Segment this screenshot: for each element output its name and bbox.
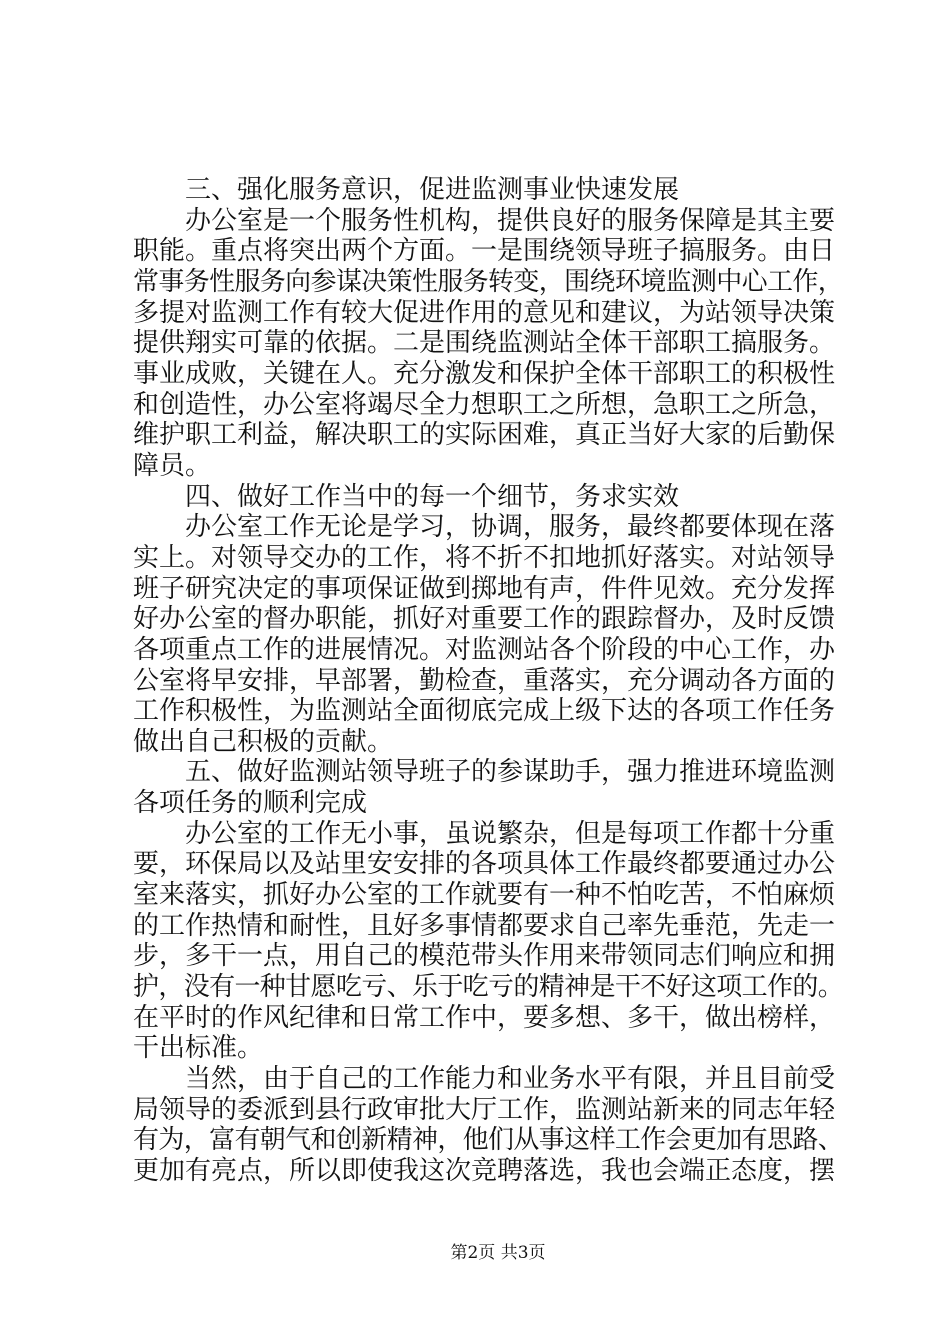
text-line: 班子研究决定的事项保证做到掷地有声，件件见效。充分发挥	[133, 573, 836, 604]
text-line: 多提对监测工作有较大促进作用的意见和建议，为站领导决策	[133, 297, 836, 328]
text-line: 局领导的委派到县行政审批大厅工作，监测站新来的同志年轻	[133, 1094, 836, 1125]
body-paragraph	[133, 818, 844, 1064]
text-line: 提供翔实可靠的依据。二是围绕监测站全体干部职工搞服务。	[133, 328, 836, 359]
text-line: 更加有亮点，所以即使我这次竞聘落选，我也会端正态度，摆	[133, 1156, 836, 1186]
heading-line: 各项任务的顺利完成	[133, 788, 368, 819]
text-line: 要，环保局以及站里安安排的各项具体工作最终都要通过办公	[133, 849, 836, 880]
text-line: 办公室的工作无小事，虽说繁杂，但是每项工作都十分重	[185, 818, 836, 849]
body-paragraph	[133, 205, 844, 482]
text-line: 室来落实，抓好办公室的工作就要有一种不怕吃苦，不怕麻烦	[133, 880, 836, 911]
text-line: 维护职工利益，解决职工的实际困难，真正当好大家的后勤保	[133, 420, 836, 451]
page-footer: 第2页 共3页	[450, 1243, 546, 1263]
text-line: 公室将早安排，早部署，勤检查，重落实，充分调动各方面的	[133, 665, 836, 696]
document-body	[133, 175, 844, 1187]
section-heading	[133, 482, 835, 513]
text-line: 和创造性，办公室将竭尽全力想职工之所想，急职工之所急，	[133, 389, 836, 420]
text-line: 当然，由于自己的工作能力和业务水平有限，并且目前受	[185, 1064, 836, 1095]
text-line: 在平时的作风纪律和日常工作中，要多想、多干，做出榜样，	[133, 1002, 836, 1033]
heading-line: 三、强化服务意识，促进监测事业快速发展	[185, 175, 680, 205]
body-paragraph	[133, 1064, 844, 1187]
section-heading	[133, 175, 835, 206]
text-line: 的工作热情和耐性，且好多事情都要求自己率先垂范，先走一	[133, 910, 836, 941]
text-line: 办公室工作无论是学习，协调，服务，最终都要体现在落	[185, 512, 836, 543]
text-line: 办公室是一个服务性机构，提供良好的服务保障是其主要	[185, 205, 836, 236]
text-line: 实上。对领导交办的工作，将不折不扣地抓好落实。对站领导	[133, 542, 836, 573]
text-line: 有为，富有朝气和创新精神，他们从事这样工作会更加有思路、	[133, 1125, 844, 1156]
section-heading	[133, 757, 835, 818]
text-line: 常事务性服务向参谋决策性服务转变，围绕环境监测中心工作，	[133, 266, 844, 297]
text-line: 各项重点工作的进展情况。对监测站各个阶段的中心工作，办	[133, 634, 836, 665]
text-line: 步，多干一点，用自己的模范带头作用来带领同志们响应和拥	[133, 941, 836, 972]
text-line: 好办公室的督办职能，抓好对重要工作的跟踪督办，及时反馈	[133, 604, 836, 635]
text-line: 障员。	[133, 450, 212, 481]
text-line: 职能。重点将突出两个方面。一是围绕领导班子搞服务。由日	[133, 236, 836, 267]
text-line: 干出标准。	[133, 1033, 264, 1064]
heading-line: 五、做好监测站领导班子的参谋助手，强力推进环境监测	[185, 757, 836, 788]
text-line: 护，没有一种甘愿吃亏、乐于吃亏的精神是干不好这项工作的。	[133, 972, 844, 1003]
body-paragraph	[133, 512, 835, 757]
text-line: 做出自己积极的贡献。	[133, 726, 394, 757]
heading-line: 四、做好工作当中的每一个细节，务求实效	[185, 481, 680, 512]
text-line: 工作积极性，为监测站全面彻底完成上级下达的各项工作任务	[133, 696, 836, 727]
text-line: 事业成败，关键在人。充分激发和保护全体干部职工的积极性	[133, 358, 836, 389]
